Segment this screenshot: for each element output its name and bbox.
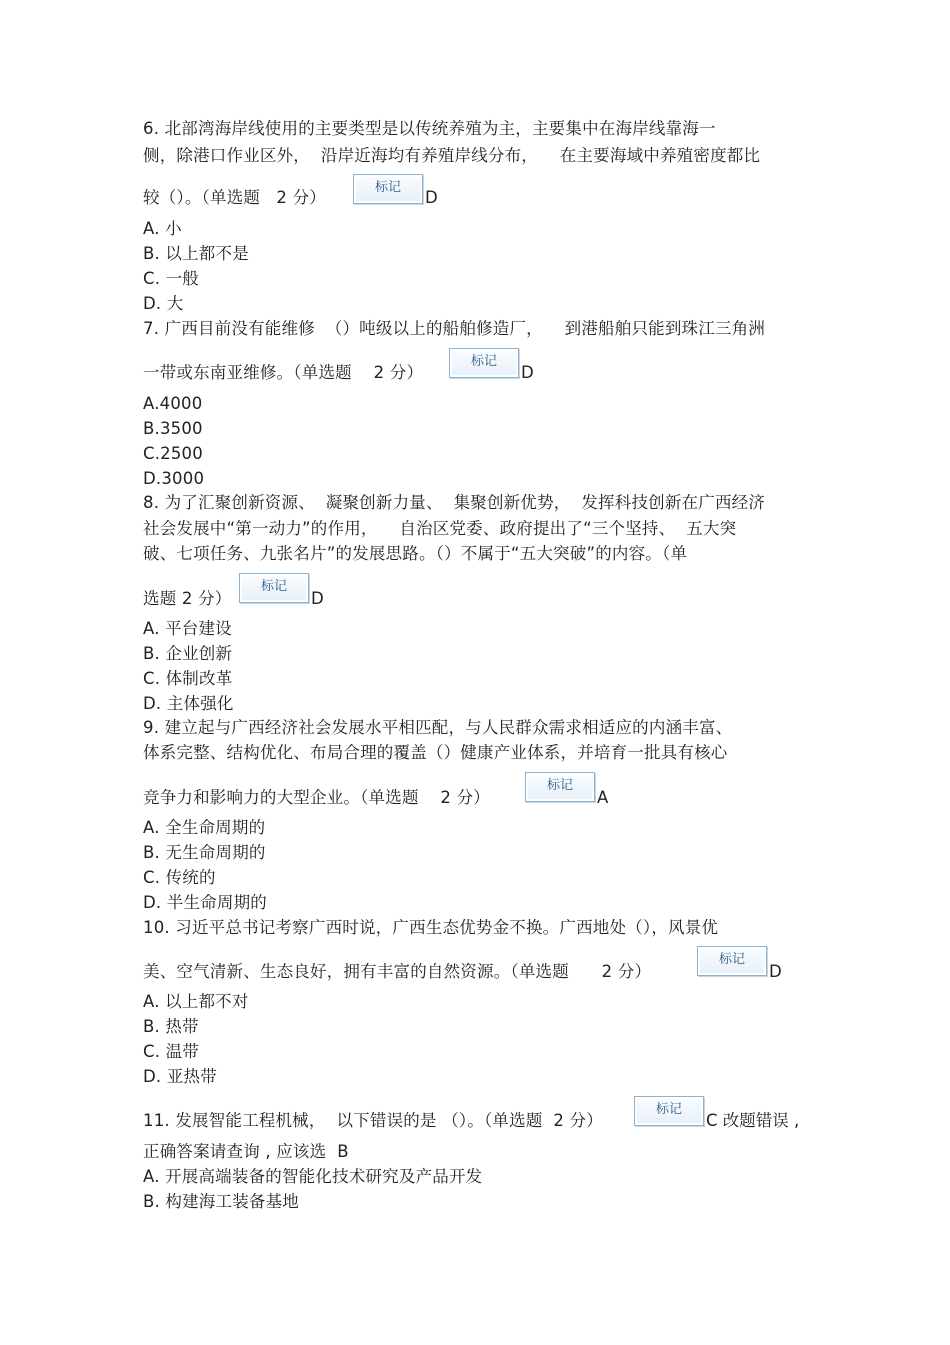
q7-text-line-1: 7. 广西目前没有能维修 （）吨级以上的船舶修造厂， 到港船舶只能到珠江三角洲 (143, 319, 766, 338)
q8-text-line-2: 社会发展中“第一动力”的作用， 自治区党委、政府提出了“三个坚持、 五大突 (143, 519, 737, 538)
q8-option-b: B. 企业创新 (143, 644, 233, 663)
q8-text-line-3: 破、七项任务、九张名片”的发展思路。（）不属于“五大突破”的内容。（单 (143, 544, 688, 563)
q7-option-d: D.3000 (143, 469, 205, 488)
q9-option-b: B. 无生命周期的 (143, 843, 266, 862)
q6-option-d: D. 大 (143, 294, 184, 313)
q8-option-d: D. 主体强化 (143, 694, 234, 713)
q7-option-a: A.4000 (143, 394, 203, 413)
q9-text-line-3: 竞争力和影响力的大型企业。（单选题 2 分） (143, 788, 490, 807)
q10-mark-button[interactable]: 标记 (697, 946, 767, 976)
q7-option-b: B.3500 (143, 419, 203, 438)
q10-text-line-1: 10. 习近平总书记考察广西时说，广西生态优势金不换。广西地处（），风景优 (143, 918, 719, 937)
q9-text-line-1: 9. 建立起与广西经济社会发展水平相匹配，与人民群众需求相适应的内涵丰富、 (143, 718, 733, 737)
q6-text-line-2: 侧，除港口作业区外， 沿岸近海均有养殖岸线分布， 在主要海域中养殖密度都比 (143, 146, 761, 165)
q9-mark-button[interactable]: 标记 (525, 772, 595, 802)
q9-option-c: C. 传统的 (143, 868, 216, 887)
q6-option-c: C. 一般 (143, 269, 200, 288)
q8-option-a: A. 平台建设 (143, 619, 232, 638)
q8-answer: D (311, 589, 324, 608)
q7-option-c: C.2500 (143, 444, 203, 463)
q11-mark-button[interactable]: 标记 (634, 1096, 704, 1126)
q9-text-line-2: 体系完整、结构优化、布局合理的覆盖（）健康产业体系，并培育一批具有核心 (143, 743, 728, 762)
q11-option-a: A. 开展高端装备的智能化技术研究及产品开发 (143, 1167, 483, 1186)
q7-mark-button[interactable]: 标记 (449, 348, 519, 378)
q11-answer: C 改题错误 , (706, 1111, 800, 1130)
q6-option-b: B. 以上都不是 (143, 244, 249, 263)
q10-option-b: B. 热带 (143, 1017, 199, 1036)
q6-answer: D (425, 188, 438, 207)
q8-text-line-4: 选题 2 分） (143, 589, 232, 608)
q11-option-b: B. 构建海工装备基地 (143, 1192, 300, 1211)
q6-text-line-1: 6. 北部湾海岸线使用的主要类型是以传统养殖为主，主要集中在海岸线靠海一 (143, 119, 716, 138)
q8-option-c: C. 体制改革 (143, 669, 233, 688)
q10-text-line-2: 美、空气清新、生态良好，拥有丰富的自然资源。（单选题 2 分） (143, 962, 652, 981)
q11-text-line-2: 正确答案请查询 , 应该选 B (143, 1142, 349, 1161)
q9-answer: A (597, 788, 609, 807)
q6-option-a: A. 小 (143, 219, 182, 238)
q10-answer: D (769, 962, 782, 981)
q10-option-d: D. 亚热带 (143, 1067, 217, 1086)
q8-mark-button[interactable]: 标记 (239, 573, 309, 603)
q7-text-line-2: 一带或东南亚维修。（单选题 2 分） (143, 363, 424, 382)
q6-mark-button[interactable]: 标记 (353, 174, 423, 204)
q9-option-d: D. 半生命周期的 (143, 893, 267, 912)
q8-text-line-1: 8. 为了汇聚创新资源、 凝聚创新力量、 集聚创新优势， 发挥科技创新在广西经济 (143, 493, 766, 512)
q10-option-a: A. 以上都不对 (143, 992, 249, 1011)
q9-option-a: A. 全生命周期的 (143, 818, 266, 837)
q11-text-line-1: 11. 发展智能工程机械， 以下错误的是 （）。（单选题 2 分） (143, 1111, 603, 1130)
q6-text-line-3: 较（）。（单选题 2 分） (143, 188, 326, 207)
q7-answer: D (521, 363, 534, 382)
q10-option-c: C. 温带 (143, 1042, 200, 1061)
